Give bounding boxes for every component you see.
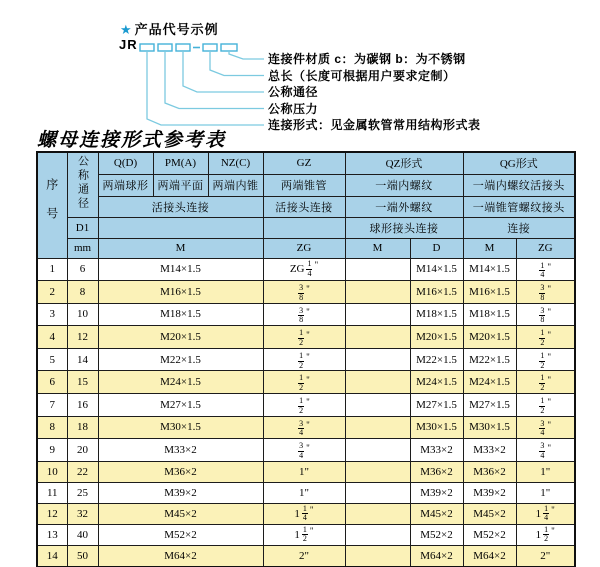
qg-m-cell: M36×2 xyxy=(463,461,516,482)
qg-zg-cell: 1 2 " xyxy=(516,326,575,349)
qz-m-cell xyxy=(345,524,410,545)
star-icon: ★ xyxy=(120,22,133,37)
table-row xyxy=(37,394,575,417)
table-row xyxy=(37,371,575,394)
m-thread-cell: M52×2 xyxy=(98,524,263,545)
table-row xyxy=(37,461,575,482)
qz-m-cell xyxy=(345,545,410,567)
header-qg-m: M xyxy=(463,238,516,258)
qz-d-cell: M16×1.5 xyxy=(410,281,463,304)
diagram-heading-text: 产品代号示例 xyxy=(134,22,219,37)
header-qg-connection: 连接 xyxy=(463,217,575,238)
gz-zg-cell: 1 2 " xyxy=(263,326,345,349)
qg-m-cell: M64×2 xyxy=(463,545,516,567)
leader-line xyxy=(147,51,264,125)
code-box xyxy=(158,44,172,51)
gz-zg-cell: 1 2 " xyxy=(263,371,345,394)
table-row xyxy=(37,348,575,371)
header-unit-mm: mm xyxy=(67,238,98,258)
header-gz-connection: 活接头连接 xyxy=(263,196,345,217)
row-number-cell: 11 xyxy=(37,482,67,503)
row-number-cell: 8 xyxy=(37,416,67,439)
code-prefix: JR xyxy=(119,37,138,52)
row-number-cell: 14 xyxy=(37,545,67,567)
header-row-number: 序号 xyxy=(37,152,67,258)
qg-zg-cell: 1 1 4 " xyxy=(516,503,575,524)
qg-m-cell: M18×1.5 xyxy=(463,303,516,326)
dn-cell: 22 xyxy=(67,461,98,482)
qz-d-cell: M36×2 xyxy=(410,461,463,482)
qz-d-cell: M20×1.5 xyxy=(410,326,463,349)
qz-m-cell xyxy=(345,394,410,417)
header-blank-gz xyxy=(263,217,345,238)
header-type-qg: QG形式 xyxy=(463,152,575,174)
qg-m-cell: M33×2 xyxy=(463,439,516,462)
m-thread-cell: M16×1.5 xyxy=(98,281,263,304)
qg-zg-cell: 3 8 " xyxy=(516,303,575,326)
header-gz-desc: 两端锥管 xyxy=(263,174,345,196)
table-row xyxy=(37,482,575,503)
row-number-cell: 5 xyxy=(37,348,67,371)
dn-cell: 8 xyxy=(67,281,98,304)
qg-zg-cell: 1 4 " xyxy=(516,258,575,281)
table-row xyxy=(37,281,575,304)
header-qg-zg: ZG xyxy=(516,238,575,258)
qg-m-cell: M30×1.5 xyxy=(463,416,516,439)
leader-line xyxy=(165,51,264,109)
row-number-cell: 2 xyxy=(37,281,67,304)
qg-m-cell: M24×1.5 xyxy=(463,371,516,394)
qz-d-cell: M45×2 xyxy=(410,503,463,524)
qz-d-cell: M52×2 xyxy=(410,524,463,545)
qg-zg-cell: 2" xyxy=(516,545,575,567)
qz-m-cell xyxy=(345,348,410,371)
qg-m-cell: M14×1.5 xyxy=(463,258,516,281)
leader-line xyxy=(210,51,264,76)
qg-zg-cell: 1" xyxy=(516,461,575,482)
qz-m-cell xyxy=(345,461,410,482)
qz-d-cell: M39×2 xyxy=(410,482,463,503)
gz-zg-cell: ZG 1 4 " xyxy=(263,258,345,281)
qz-d-cell: M24×1.5 xyxy=(410,371,463,394)
qz-d-cell: M30×1.5 xyxy=(410,416,463,439)
dn-cell: 15 xyxy=(67,371,98,394)
gz-zg-cell: 2" xyxy=(263,545,345,567)
dn-cell: 10 xyxy=(67,303,98,326)
table-row xyxy=(37,503,575,524)
qg-zg-cell: 1 1 2 " xyxy=(516,524,575,545)
table-title: 螺母连接形式参考表 xyxy=(37,129,227,151)
table-row xyxy=(37,258,575,281)
header-qg-desc1: 一端内螺纹活接头 xyxy=(463,174,575,196)
gz-zg-cell: 3 4 " xyxy=(263,439,345,462)
header-qg-desc2: 一端锥管螺纹接头 xyxy=(463,196,575,217)
m-thread-cell: M27×1.5 xyxy=(98,394,263,417)
gz-zg-cell: 3 4 " xyxy=(263,416,345,439)
dn-cell: 12 xyxy=(67,326,98,349)
header-qz-desc1: 一端内螺纹 xyxy=(345,174,463,196)
row-number-cell: 3 xyxy=(37,303,67,326)
row-number-cell: 13 xyxy=(37,524,67,545)
qg-zg-cell: 3 4 " xyxy=(516,416,575,439)
m-thread-cell: M64×2 xyxy=(98,545,263,567)
row-number-cell: 1 xyxy=(37,258,67,281)
qg-zg-cell: 3 4 " xyxy=(516,439,575,462)
table-row xyxy=(37,326,575,349)
gz-zg-cell: 1 2 " xyxy=(263,348,345,371)
qz-m-cell xyxy=(345,371,410,394)
qz-m-cell xyxy=(345,281,410,304)
m-thread-cell: M36×2 xyxy=(98,461,263,482)
qz-d-cell: M64×2 xyxy=(410,545,463,567)
gz-zg-cell: 1" xyxy=(263,482,345,503)
m-thread-cell: M39×2 xyxy=(98,482,263,503)
header-qz-connection: 球形接头连接 xyxy=(345,217,463,238)
gz-zg-cell: 1 1 4 " xyxy=(263,503,345,524)
leader-line xyxy=(183,51,264,92)
m-thread-cell: M22×1.5 xyxy=(98,348,263,371)
header-d1: D1 xyxy=(67,217,98,238)
table-row xyxy=(37,303,575,326)
dn-cell: 16 xyxy=(67,394,98,417)
dn-cell: 18 xyxy=(67,416,98,439)
header-q-desc: 两端球形 xyxy=(98,174,153,196)
header-type-qz: QZ形式 xyxy=(345,152,463,174)
m-thread-cell: M45×2 xyxy=(98,503,263,524)
qz-d-cell: M27×1.5 xyxy=(410,394,463,417)
header-nominal-diameter: 公称通径 xyxy=(67,152,98,217)
diagram-label-connection: 连接形式：见金属软管常用结构形式表 xyxy=(268,118,481,132)
row-number-cell: 9 xyxy=(37,439,67,462)
table-row xyxy=(37,545,575,567)
gz-zg-cell: 3 8 " xyxy=(263,281,345,304)
table-row xyxy=(37,524,575,545)
qz-m-cell xyxy=(345,258,410,281)
qg-zg-cell: 1 2 " xyxy=(516,348,575,371)
qg-zg-cell: 1 2 " xyxy=(516,394,575,417)
qg-m-cell: M27×1.5 xyxy=(463,394,516,417)
qg-m-cell: M39×2 xyxy=(463,482,516,503)
qz-d-cell: M14×1.5 xyxy=(410,258,463,281)
leader-line xyxy=(229,51,264,59)
qz-d-cell: M22×1.5 xyxy=(410,348,463,371)
m-thread-cell: M24×1.5 xyxy=(98,371,263,394)
qg-m-cell: M20×1.5 xyxy=(463,326,516,349)
row-number-cell: 7 xyxy=(37,394,67,417)
qz-m-cell xyxy=(345,416,410,439)
dn-cell: 20 xyxy=(67,439,98,462)
header-qz-desc2: 一端外螺纹 xyxy=(345,196,463,217)
m-thread-cell: M20×1.5 xyxy=(98,326,263,349)
qz-m-cell xyxy=(345,503,410,524)
qg-m-cell: M52×2 xyxy=(463,524,516,545)
diagram-heading xyxy=(120,19,219,38)
dn-cell: 6 xyxy=(67,258,98,281)
header-left-connection: 活接头连接 xyxy=(98,196,263,217)
code-box xyxy=(221,44,237,51)
m-thread-cell: M33×2 xyxy=(98,439,263,462)
dn-cell: 32 xyxy=(67,503,98,524)
qz-m-cell xyxy=(345,326,410,349)
m-thread-cell: M18×1.5 xyxy=(98,303,263,326)
header-pm-desc: 两端平面 xyxy=(153,174,208,196)
m-thread-cell: M14×1.5 xyxy=(98,258,263,281)
diagram-label-length: 总长（长度可根据用户要求定制） xyxy=(268,68,456,83)
header-type-pm: PM(A) xyxy=(153,152,208,174)
qg-m-cell: M16×1.5 xyxy=(463,281,516,304)
header-qz-d: D xyxy=(410,238,463,258)
qg-zg-cell: 1 2 " xyxy=(516,371,575,394)
diagram-label-material: 连接件材质 c：为碳钢 b：为不锈钢 xyxy=(268,52,466,66)
gz-zg-cell: 1 1 2 " xyxy=(263,524,345,545)
table-row xyxy=(37,439,575,462)
table-row xyxy=(37,416,575,439)
dn-cell: 25 xyxy=(67,482,98,503)
gz-zg-cell: 1 2 " xyxy=(263,394,345,417)
m-thread-cell: M30×1.5 xyxy=(98,416,263,439)
header-type-nz: NZ(C) xyxy=(208,152,263,174)
header-qz-m: M xyxy=(345,238,410,258)
dn-cell: 40 xyxy=(67,524,98,545)
qg-zg-cell: 1" xyxy=(516,482,575,503)
row-number-cell: 4 xyxy=(37,326,67,349)
dn-cell: 14 xyxy=(67,348,98,371)
diagram-label-pressure: 公称压力 xyxy=(268,101,319,116)
code-box xyxy=(203,44,217,51)
header-blank-left xyxy=(98,217,263,238)
qz-m-cell xyxy=(345,439,410,462)
qg-zg-cell: 3 8 " xyxy=(516,281,575,304)
diagram-label-diameter: 公称通径 xyxy=(268,85,319,99)
gz-zg-cell: 1" xyxy=(263,461,345,482)
header-unit-zg: ZG xyxy=(263,238,345,258)
row-number-cell: 6 xyxy=(37,371,67,394)
header-nz-desc: 两端内锥 xyxy=(208,174,263,196)
gz-zg-cell: 3 8 " xyxy=(263,303,345,326)
code-box xyxy=(140,44,154,51)
header-type-q: Q(D) xyxy=(98,152,153,174)
qz-m-cell xyxy=(345,303,410,326)
row-number-cell: 12 xyxy=(37,503,67,524)
header-type-gz: GZ xyxy=(263,152,345,174)
dn-cell: 50 xyxy=(67,545,98,567)
nut-connection-table xyxy=(36,151,576,567)
qg-m-cell: M22×1.5 xyxy=(463,348,516,371)
qz-d-cell: M33×2 xyxy=(410,439,463,462)
row-number-cell: 10 xyxy=(37,461,67,482)
header-unit-m: M xyxy=(98,238,263,258)
code-box xyxy=(176,44,190,51)
qz-m-cell xyxy=(345,482,410,503)
qz-d-cell: M18×1.5 xyxy=(410,303,463,326)
qg-m-cell: M45×2 xyxy=(463,503,516,524)
